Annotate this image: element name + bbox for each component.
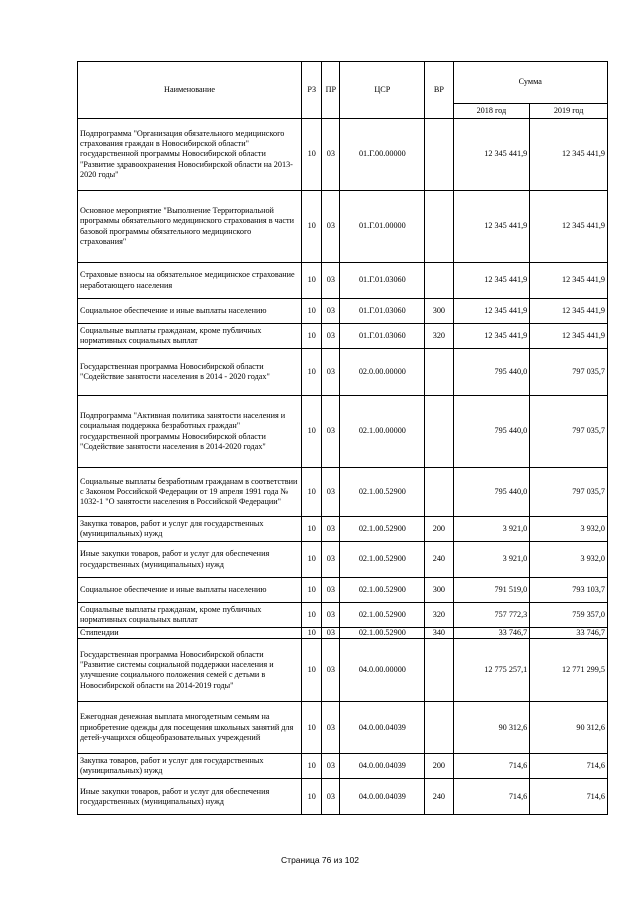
row-vr <box>425 263 453 299</box>
row-vr <box>425 119 453 191</box>
row-sum-2019: 759 357,0 <box>530 603 608 628</box>
row-rz: 10 <box>302 779 322 815</box>
row-sum-2019: 12 345 441,9 <box>530 191 608 263</box>
row-name: Иные закупки товаров, работ и услуг для обеспечения государственных (муниципальных) нужд <box>78 542 302 578</box>
table-row <box>78 324 608 349</box>
row-pr: 03 <box>322 468 340 517</box>
row-vr: 300 <box>425 299 453 324</box>
row-name: Закупка товаров, работ и услуг для государственных (муниципальных) нужд <box>78 517 302 542</box>
row-sum-2018: 795 440,0 <box>453 468 530 517</box>
row-sum-2018: 33 746,7 <box>453 628 530 639</box>
row-rz: 10 <box>302 542 322 578</box>
table-row <box>78 263 608 299</box>
row-pr: 03 <box>322 578 340 603</box>
table-row <box>78 299 608 324</box>
row-name: Основное мероприятие "Выполнение Территориальной программы обязательного медицинского страхования в части базовой программы обязательного медицинского страхования" <box>78 191 302 263</box>
row-pr: 03 <box>322 263 340 299</box>
table-row <box>78 468 608 517</box>
row-sum-2019: 714,6 <box>530 754 608 779</box>
table-row <box>78 639 608 702</box>
row-sum-2018: 12 345 441,9 <box>453 299 530 324</box>
row-sum-2019: 797 035,7 <box>530 396 608 468</box>
row-rz: 10 <box>302 603 322 628</box>
row-sum-2018: 12 345 441,9 <box>453 119 530 191</box>
row-vr <box>425 639 453 702</box>
row-name: Стипендии <box>78 628 302 639</box>
row-sum-2019: 793 103,7 <box>530 578 608 603</box>
row-csr: 01.Г.01.03060 <box>340 324 425 349</box>
budget-table <box>77 61 608 815</box>
row-name: Подпрограмма "Активная политика занятости населения и социальная поддержка безработных граждан" государственной программы Новосибирской области "Содействие занятости населения в 2014-2020 годах" <box>78 396 302 468</box>
col-header-2019: 2019 год <box>530 104 608 119</box>
row-csr: 01.Г.00.00000 <box>340 119 425 191</box>
row-vr: 200 <box>425 517 453 542</box>
row-csr: 02.1.00.52900 <box>340 603 425 628</box>
row-rz: 10 <box>302 396 322 468</box>
row-rz: 10 <box>302 639 322 702</box>
row-csr: 04.0.00.00000 <box>340 639 425 702</box>
row-vr: 200 <box>425 754 453 779</box>
row-pr: 03 <box>322 542 340 578</box>
row-pr: 03 <box>322 119 340 191</box>
row-sum-2019: 797 035,7 <box>530 468 608 517</box>
row-sum-2019: 3 932,0 <box>530 517 608 542</box>
row-pr: 03 <box>322 324 340 349</box>
row-rz: 10 <box>302 468 322 517</box>
row-csr: 04.0.00.04039 <box>340 779 425 815</box>
row-name: Ежегодная денежная выплата многодетным семьям на приобретение одежды для посещения школьных занятий для детей-учащихся общеобразовательных учреждений <box>78 702 302 754</box>
row-sum-2019: 714,6 <box>530 779 608 815</box>
col-header-vr: ВР <box>425 62 453 119</box>
row-vr <box>425 468 453 517</box>
row-name: Закупка товаров, работ и услуг для государственных (муниципальных) нужд <box>78 754 302 779</box>
row-sum-2019: 797 035,7 <box>530 349 608 396</box>
row-name: Социальные выплаты гражданам, кроме публичных нормативных социальных выплат <box>78 603 302 628</box>
row-pr: 03 <box>322 702 340 754</box>
row-rz: 10 <box>302 754 322 779</box>
col-header-name: Наименование <box>78 62 302 119</box>
row-rz: 10 <box>302 263 322 299</box>
row-vr: 320 <box>425 324 453 349</box>
row-name: Социальные выплаты безработным гражданам в соответствии с Законом Российской Федерации от 19 апреля 1991 года № 1032-1 "О занятости населения в Российской Федерации" <box>78 468 302 517</box>
table-row <box>78 191 608 263</box>
row-rz: 10 <box>302 702 322 754</box>
row-sum-2018: 714,6 <box>453 779 530 815</box>
row-rz: 10 <box>302 578 322 603</box>
row-csr: 02.1.00.52900 <box>340 468 425 517</box>
row-rz: 10 <box>302 191 322 263</box>
row-vr: 240 <box>425 779 453 815</box>
row-csr: 02.0.00.00000 <box>340 349 425 396</box>
table-row <box>78 779 608 815</box>
row-sum-2018: 3 921,0 <box>453 517 530 542</box>
row-vr: 300 <box>425 578 453 603</box>
row-rz: 10 <box>302 324 322 349</box>
table-row <box>78 754 608 779</box>
row-sum-2018: 795 440,0 <box>453 349 530 396</box>
table-row <box>78 628 608 639</box>
table-row <box>78 119 608 191</box>
row-rz: 10 <box>302 628 322 639</box>
table-row <box>78 578 608 603</box>
row-vr: 340 <box>425 628 453 639</box>
row-csr: 02.1.00.52900 <box>340 578 425 603</box>
row-csr: 04.0.00.04039 <box>340 702 425 754</box>
row-sum-2018: 714,6 <box>453 754 530 779</box>
row-csr: 02.1.00.00000 <box>340 396 425 468</box>
row-name: Социальное обеспечение и иные выплаты населению <box>78 578 302 603</box>
table-row <box>78 603 608 628</box>
row-vr <box>425 702 453 754</box>
row-vr <box>425 349 453 396</box>
row-sum-2019: 12 345 441,9 <box>530 299 608 324</box>
row-sum-2019: 12 771 299,5 <box>530 639 608 702</box>
row-name: Иные закупки товаров, работ и услуг для обеспечения государственных (муниципальных) нужд <box>78 779 302 815</box>
table-row <box>78 349 608 396</box>
row-pr: 03 <box>322 639 340 702</box>
row-pr: 03 <box>322 191 340 263</box>
row-csr: 01.Г.01.00000 <box>340 191 425 263</box>
row-name: Государственная программа Новосибирской области "Содействие занятости населения в 2014 - 2020 годах" <box>78 349 302 396</box>
row-sum-2018: 12 345 441,9 <box>453 324 530 349</box>
row-csr: 02.1.00.52900 <box>340 517 425 542</box>
row-vr: 320 <box>425 603 453 628</box>
row-sum-2019: 33 746,7 <box>530 628 608 639</box>
row-sum-2018: 12 345 441,9 <box>453 263 530 299</box>
table-row <box>78 702 608 754</box>
row-rz: 10 <box>302 119 322 191</box>
col-header-rz: РЗ <box>302 62 322 119</box>
row-vr: 240 <box>425 542 453 578</box>
row-csr: 02.1.00.52900 <box>340 542 425 578</box>
row-pr: 03 <box>322 628 340 639</box>
row-sum-2018: 90 312,6 <box>453 702 530 754</box>
row-sum-2019: 90 312,6 <box>530 702 608 754</box>
row-sum-2018: 795 440,0 <box>453 396 530 468</box>
row-csr: 01.Г.01.03060 <box>340 299 425 324</box>
row-pr: 03 <box>322 349 340 396</box>
table-row <box>78 396 608 468</box>
row-sum-2019: 3 932,0 <box>530 542 608 578</box>
table-row <box>78 542 608 578</box>
table-row <box>78 517 608 542</box>
row-pr: 03 <box>322 299 340 324</box>
row-sum-2018: 12 345 441,9 <box>453 191 530 263</box>
row-vr <box>425 396 453 468</box>
row-sum-2018: 12 775 257,1 <box>453 639 530 702</box>
row-sum-2019: 12 345 441,9 <box>530 119 608 191</box>
row-csr: 02.1.00.52900 <box>340 628 425 639</box>
row-rz: 10 <box>302 349 322 396</box>
col-header-2018: 2018 год <box>453 104 530 119</box>
row-pr: 03 <box>322 603 340 628</box>
row-pr: 03 <box>322 779 340 815</box>
row-rz: 10 <box>302 299 322 324</box>
row-sum-2018: 791 519,0 <box>453 578 530 603</box>
row-name: Подпрограмма "Организация обязательного медицинского страхования граждан в Новосибирской области" государственной программы Новосибирской области "Развитие здравоохранения Новосибирской области на 2013-2020 годы" <box>78 119 302 191</box>
row-vr <box>425 191 453 263</box>
row-sum-2019: 12 345 441,9 <box>530 263 608 299</box>
row-pr: 03 <box>322 396 340 468</box>
row-rz: 10 <box>302 517 322 542</box>
row-name: Государственная программа Новосибирской области "Развитие системы социальной поддержки населения и улучшение социального положения семей с детьми в Новосибирской области на 2014-2019 годы" <box>78 639 302 702</box>
row-name: Страховые взносы на обязательное медицинское страхование неработающего населения <box>78 263 302 299</box>
row-csr: 04.0.00.04039 <box>340 754 425 779</box>
col-header-csr: ЦСР <box>340 62 425 119</box>
row-sum-2019: 12 345 441,9 <box>530 324 608 349</box>
row-name: Социальное обеспечение и иные выплаты населению <box>78 299 302 324</box>
col-header-sum: Сумма <box>453 62 607 104</box>
row-pr: 03 <box>322 754 340 779</box>
row-pr: 03 <box>322 517 340 542</box>
col-header-pr: ПР <box>322 62 340 119</box>
table-body <box>78 119 608 815</box>
row-sum-2018: 3 921,0 <box>453 542 530 578</box>
page-footer: Страница 76 из 102 <box>281 855 359 865</box>
row-csr: 01.Г.01.03060 <box>340 263 425 299</box>
row-sum-2018: 757 772,3 <box>453 603 530 628</box>
header-row <box>78 62 608 104</box>
row-name: Социальные выплаты гражданам, кроме публичных нормативных социальных выплат <box>78 324 302 349</box>
